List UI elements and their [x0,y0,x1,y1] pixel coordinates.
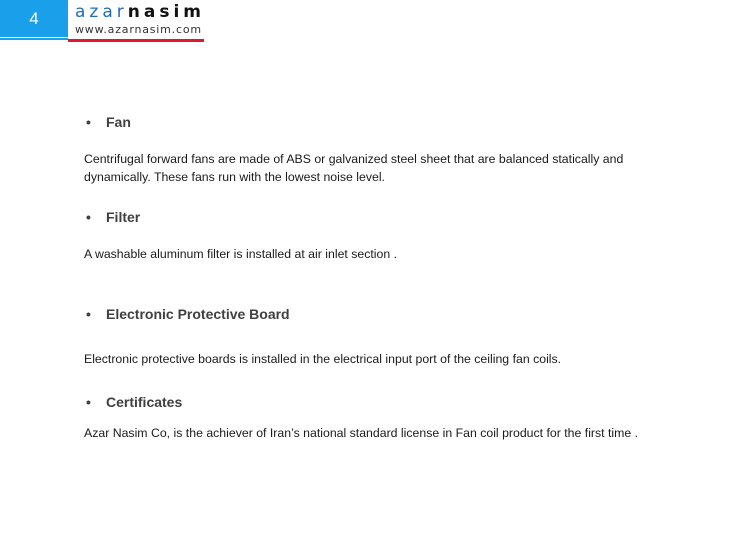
logo-wordmark-bold: nasim [127,2,205,22]
logo-website: www.azarnasim.com [75,23,202,36]
logo-wordmark [75,2,205,22]
page-number-badge [0,0,68,37]
section-title: Electronic Protective Board [106,306,290,322]
bullet-icon: • [86,306,91,322]
logo-wordmark-light: azar [75,2,128,22]
bullet-icon: • [86,394,91,410]
section-text-filter: A washable aluminum filter is installed at air inlet section . [84,247,398,261]
section-heading-certificates [86,394,182,410]
section-text-protective-board: Electronic protective boards is installed in the electrical input port of the ceiling fan coils. [84,352,562,366]
section-heading-protective-board [86,306,290,322]
page-number: 4 [29,8,39,28]
header-divider-red [68,39,204,42]
section-text-fan: Centrifugal forward fans are made of ABS or galvanized steel sheet that are balanced statically and dynamically. These fans run with the lowest noise level. [84,152,624,184]
section-title: Certificates [106,394,183,410]
section-heading-fan [86,114,131,130]
section-title: Filter [106,209,141,225]
bullet-icon: • [86,114,91,130]
section-title: Fan [106,114,131,130]
section-heading-filter [86,209,140,225]
section-text-certificates: Azar Nasim Co, is the achiever of Iran’s national standard license in Fan coil product for the first time . [84,426,639,440]
company-logo [75,2,205,36]
header-divider-blue [0,38,68,40]
bullet-icon: • [86,209,91,225]
